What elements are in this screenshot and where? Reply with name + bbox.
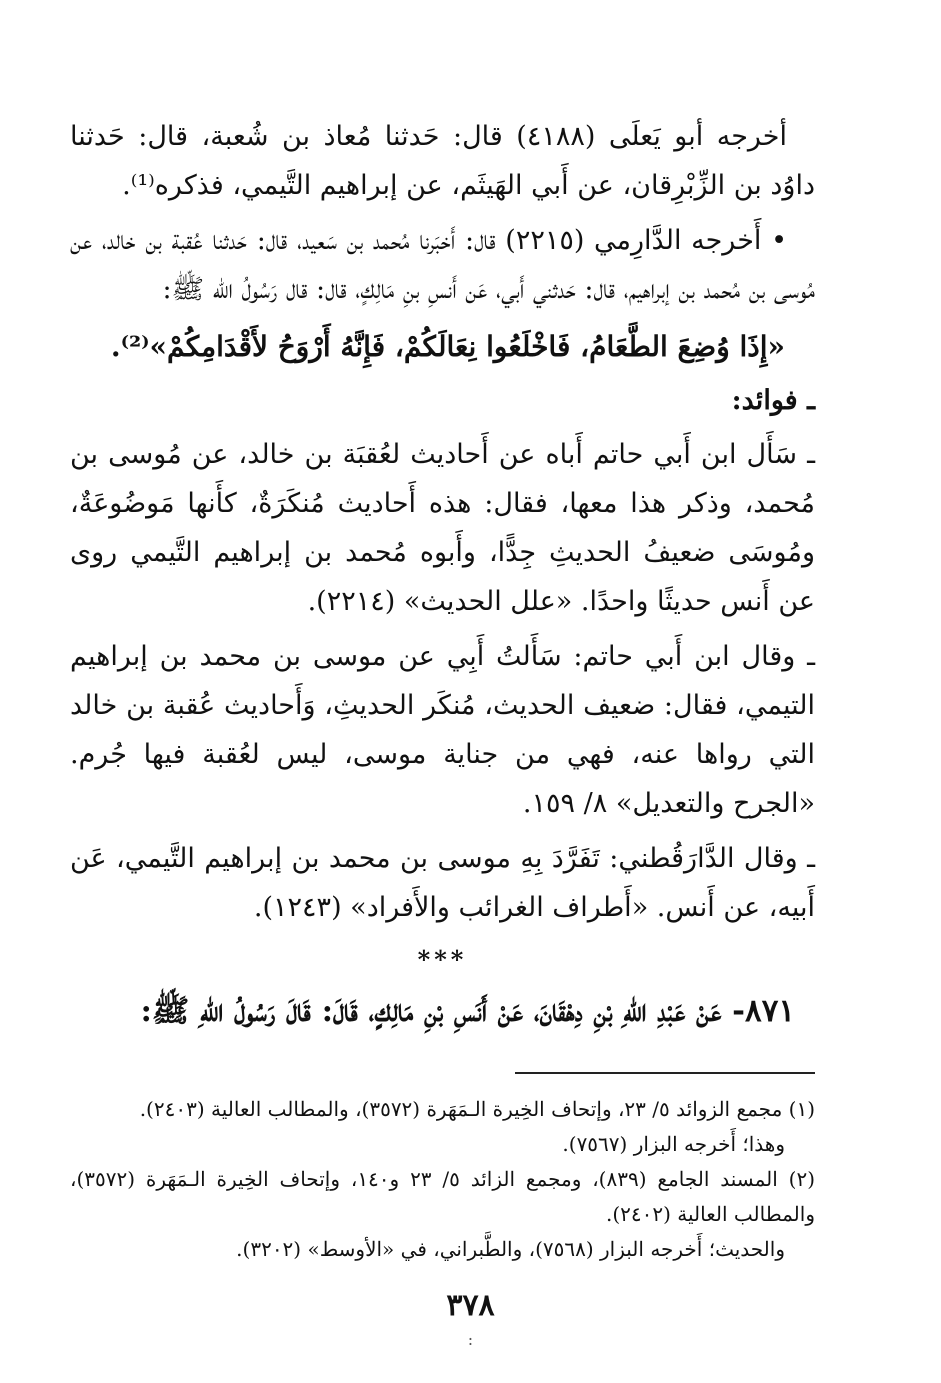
hadith-871: ٨٧١- عَنْ عَبْدِ اللهِ بْنِ دِهْقَانَ، عَنْ أَنَسِ بْنِ مَالِكٍ، قَالَ: قَالَ رَسُولُ اللهِ ﷺ: <box>140 993 795 1029</box>
bottom-mark: : <box>467 1330 474 1349</box>
page-body <box>70 112 815 1267</box>
footnotes <box>70 1092 815 1267</box>
section-separator: *** <box>417 945 468 974</box>
footnote-1: (١) مجمع الزوائد ٥/ ٢٣، وإتحاف الخِيرة الـمَهَرة (٣٥٧٢)، والمطالب العالية (٢٤٠٣). <box>139 1097 815 1121</box>
footnote-2-continuation: والحديث؛ أَخرجه البزار (٧٥٦٨)، والطَّبراني، في «الأوسط» (٣٢٠٢). <box>236 1237 785 1261</box>
footnote-divider <box>515 1072 815 1074</box>
fawaid-heading: ـ فوائد: <box>731 385 815 416</box>
benefit-3: ـ وقال الدَّارَقُطني: تَفَرَّدَ بِهِ موسى بن محمد بن إبراهيم التَّيمي، عَن أَبيه، عن أَنس. «أَطراف الغرائب والأَفراد» (١٢٤٣). <box>70 843 815 923</box>
page-number: ٣٧٨ <box>446 1288 495 1323</box>
footnote-1-continuation: وهذا؛ أَخرجه البزار (٧٥٦٧). <box>562 1132 785 1156</box>
footnote-2: (٢) المسند الجامع (٨٣٩)، ومجمع الزائد ٥/ ٢٣ و١٤٠، وإتحاف الخِيرة الـمَهَرة (٣٥٧٢)، والمطالب العالية (٢٤٠٢). <box>70 1167 816 1226</box>
paragraph-abu-yala: أخرجه أبو يَعلَى (٤١٨٨) قال: حَدثنا مُعاذ بن شُعبة، قال: حَدثنا داوُد بن الزِّبْرِقان، عن أَبي الهَيثَم، عن إبراهيم التَّيمي، فذكره⁽¹⁾. <box>70 121 815 201</box>
paragraph-darimi: • أَخرجه الدَّارِمي (٢٢١٥) قال: أَخبَرنا مُحمد بن سَعيد، قال: حَدثنا عُقبة بن خالد، عن مُوسى بن مُحمد بن إبراهيم، قال: حَدثني أَبي، عَن أَنسِ بنِ مَالِكٍ، قال: قال رَسُولُ الله ﷺ: <box>70 225 815 305</box>
hadith-text: «إِذَا وُضِعَ الطَّعَامُ، فَاخْلَعُوا نِعَالَكُمْ، فَإِنَّهُ أَرْوَحُ لأَقْدَامِكُمْ»⁽²⁾. <box>110 330 785 363</box>
benefit-2: ـ وقال ابن أَبي حاتم: سَأَلتُ أَبِي عن موسى بن محمد بن إبراهيم التيمي، فقال: ضعيف الحديث، مُنكَر الحديثِ، وَأَحاديث عُقبة بن خالد التي رواها عنه، فهي من جناية موسى، ليس لعُقبة فيها جُرم. «الجرح والتعديل» ٨/ ١٥٩. <box>70 641 815 819</box>
benefit-1: ـ سَأَل ابن أَبي حاتم أَباه عن أَحاديث لعُقبَة بن خالد، عن مُوسى بن مُحمد، وذكر هذا معها، فقال: هذه أَحاديث مُنكَرَةٌ، كأَنها مَوضُوعَةٌ، ومُوسَى ضعيفُ الحديثِ جِدًّا، وأَبوه مُحمد بن إبراهيم التَّيمي روى عن أَنس حديثًا واحدًا. «علل الحديث» (٢٢١٤). <box>70 439 815 617</box>
